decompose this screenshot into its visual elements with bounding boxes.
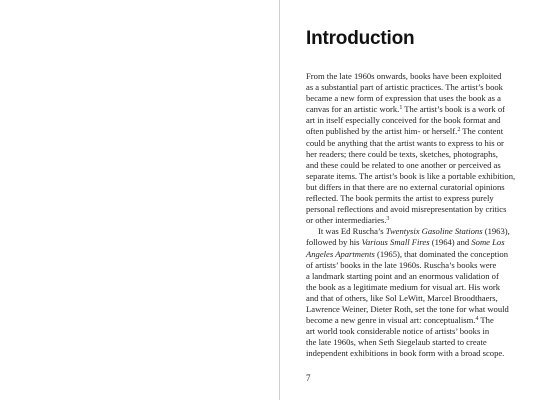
text-segment: Lawrence Weiner, Dieter Roth, set the tone for what would (306, 303, 509, 314)
text-segment: canvas for an artistic work. (306, 104, 400, 115)
book-title-italic: Various Small Fires (361, 237, 430, 248)
text-segment: and that of others, like Sol LeWitt, Marcel Broodthaers, (306, 292, 498, 303)
text-line (306, 138, 538, 149)
text-line (306, 104, 538, 115)
text-segment: become a new genre in visual art: conceptualism. (306, 315, 476, 326)
footnote-marker: 2 (457, 127, 461, 134)
text-segment: as a substantial part of artistic practices. The artist’s book (306, 82, 503, 93)
text-segment: From the late 1960s onwards, books have been exploited (306, 71, 502, 81)
text-segment: of artists’ books in the late 1960s. Ruscha’s books were (306, 259, 497, 270)
text-line (306, 315, 538, 326)
footnote-marker: 1 (399, 105, 403, 112)
text-segment: became a new form of expression that uses the book as a (306, 93, 501, 104)
book-title-italic: Angeles Apartments (306, 248, 375, 259)
text-line (306, 326, 538, 337)
text-segment: (1964) and (429, 237, 472, 248)
text-line (306, 337, 538, 348)
text-line (306, 126, 538, 137)
text-segment: but differs in that there are no external curatorial opinions (306, 181, 505, 192)
text-segment: art world took considerable notice of artists’ books in (306, 326, 490, 337)
text-segment: reflected. The book permits the artist to express purely (306, 193, 494, 204)
text-line (306, 215, 538, 226)
text-segment: The artist’s book is a work of (402, 104, 506, 115)
text-line (306, 282, 538, 293)
text-line (306, 160, 538, 171)
text-segment: art in itself especially conceived for the book format and (306, 115, 501, 126)
text-line (306, 182, 538, 193)
text-line (306, 193, 538, 204)
body-text (306, 71, 538, 359)
text-line (306, 260, 538, 271)
text-line (306, 271, 538, 282)
page-number: 7 (306, 373, 311, 383)
text-line (306, 293, 538, 304)
text-segment: and these could be related to one another or perceived as (306, 159, 501, 170)
text-line (306, 171, 538, 182)
text-segment: often published by the artist him- or herself. (306, 126, 458, 137)
chapter-title: Introduction (306, 28, 415, 49)
book-title-italic: Some Los (471, 237, 505, 248)
book-title-italic: Twentysix Gasoline Stations (385, 226, 483, 237)
footnote-marker: 4 (475, 316, 479, 323)
text-segment: could be anything that the artist wants to express to his or (306, 137, 504, 148)
text-segment: The (478, 315, 494, 326)
right-page (280, 0, 560, 400)
text-segment: the book as a legitimate medium for visual art. His work (306, 281, 501, 292)
text-segment: a landmark starting point and an enormous validation of (306, 270, 499, 281)
text-line (306, 82, 538, 93)
text-segment: her readers; there could be texts, sketches, photographs, (306, 148, 498, 159)
text-line (306, 115, 538, 126)
text-segment: (1965), that dominated the conception (374, 248, 508, 259)
text-line (306, 304, 538, 315)
footnote-marker: 3 (386, 216, 390, 223)
text-segment: independent exhibitions in book form with a broad scope. (306, 348, 505, 359)
text-line (306, 237, 538, 248)
text-line (306, 249, 538, 260)
text-line (306, 204, 538, 215)
left-page-blank (0, 0, 279, 400)
text-segment: It was Ed Ruscha’s (318, 226, 386, 237)
text-line (306, 226, 538, 237)
text-line (306, 93, 538, 104)
text-segment: the late 1960s, when Seth Siegelaub started to create (306, 337, 487, 348)
text-segment: separate items. The artist’s book is like a portable exhibition, (306, 170, 516, 181)
text-segment: followed by his (306, 237, 362, 248)
text-segment: or other intermediaries. (306, 215, 387, 226)
text-segment: (1963), (482, 226, 510, 237)
text-segment: The content (460, 126, 504, 137)
text-line (306, 348, 538, 359)
text-segment: personal reflections and avoid misrepresentation by critics (306, 204, 507, 215)
text-line (306, 71, 538, 82)
text-line (306, 149, 538, 160)
